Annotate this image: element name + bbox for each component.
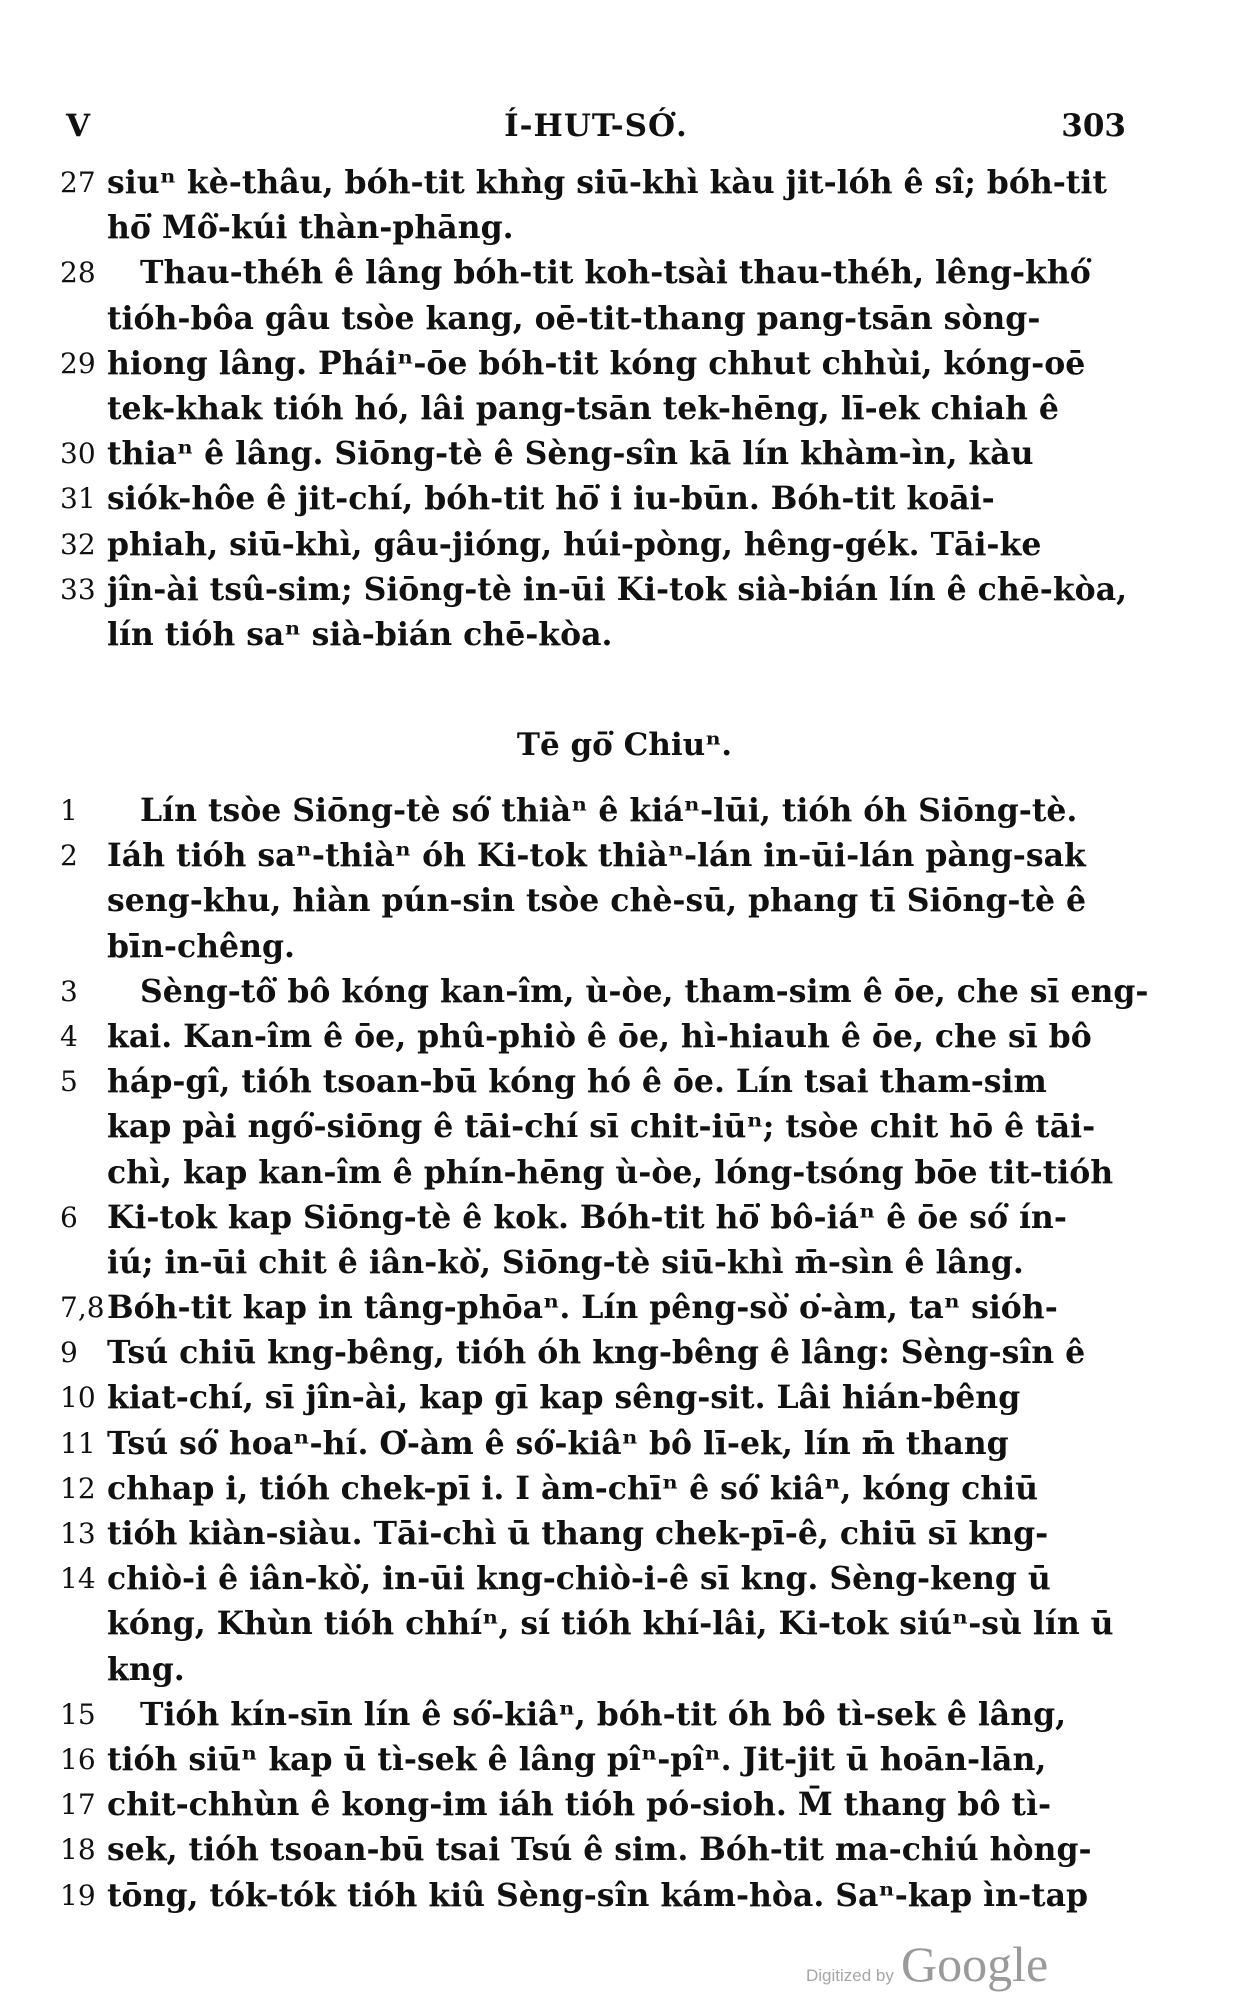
text-line (60, 612, 1130, 657)
verse-number: 15 (60, 1697, 96, 1731)
text-line (60, 522, 1130, 567)
line-text: tióh-bôa gâu tsòe kang, oē-tit-thang pang-tsān sòng- (107, 299, 1041, 337)
line-text: jîn-ài tsû-sim; Siōng-tè in-ūi Ki-tok sià-bián lín ê chē-kòa, (107, 570, 1128, 608)
google-logo: Google (900, 1936, 1049, 1992)
digitized-label: Digitized by (806, 1966, 894, 1985)
line-text: Sèng-tô͘ bô kóng kan-îm, ù-òe, tham-sim ê ōe, che sī eng- (140, 972, 1149, 1010)
text-line (60, 969, 1149, 1014)
text-line (60, 1556, 1130, 1601)
line-text: thiaⁿ ê lâng. Siōng-tè ê Sèng-sîn kā lín khàm-ìn, kàu (107, 435, 1034, 473)
verse-number: 27 (60, 166, 96, 199)
text-line (60, 1330, 1130, 1375)
line-text: kng. (107, 1650, 185, 1688)
text-line (60, 160, 1130, 205)
verse-number: 16 (60, 1742, 96, 1776)
text-line (60, 431, 1130, 476)
chapter-heading: Tē gō͘ Chiuⁿ. (516, 727, 733, 763)
line-text: tióh siūⁿ kap ū tì-sek ê lâng pîⁿ-pîⁿ. Jit-jit ū hoān-lān, (107, 1740, 1047, 1778)
line-text: chit-chhùn ê kong-im iáh tióh pó-sioh. M̄ thang bô tì- (107, 1786, 1052, 1824)
line-text: Tsú chiū kng-bêng, tióh óh kng-bêng ê lâng: Sèng-sîn ê (107, 1334, 1086, 1372)
verse-number: 18 (60, 1833, 96, 1867)
text-line (60, 296, 1130, 341)
verse-number: 9 (60, 1336, 78, 1370)
verse-number: 29 (60, 346, 96, 380)
line-text: lín tióh saⁿ sià-bián chē-kòa. (107, 615, 613, 653)
line-text: siuⁿ kè-thâu, bóh-tit khǹg siū-khì kàu jit-lóh ê sî; bóh-tit (107, 164, 1107, 201)
text-line (60, 567, 1130, 612)
digitized-credit (806, 1935, 1048, 1993)
text-line (60, 924, 1130, 969)
text-line (60, 386, 1130, 431)
line-text: Lín tsòe Siōng-tè só͘ thiàⁿ ê kiáⁿ-lūi, tióh óh Siōng-tè. (140, 792, 1078, 829)
text-line (60, 1104, 1130, 1149)
line-text: kai. Kan-îm ê ōe, phû-phiò ê ōe, hì-hiauh ê ōe, che sī bô (107, 1017, 1092, 1055)
running-title: Í-HUT-SÓ͘. (504, 108, 688, 144)
verse-number: 3 (60, 974, 78, 1008)
line-text: kiat-chí, sī jîn-ài, kap gī kap sêng-sit. Lâi hián-bêng (107, 1379, 1021, 1417)
verse-number: 17 (60, 1788, 96, 1822)
line-text: tōng, tók-tók tióh kiû Sèng-sîn kám-hòa. Saⁿ-kap ìn-tap (107, 1876, 1089, 1914)
text-line (60, 1737, 1130, 1782)
text-line (60, 1285, 1130, 1330)
line-text: Bóh-tit kap in tâng-phōaⁿ. Lín pêng-sò͘ o͘-àm, taⁿ sióh- (107, 1289, 1058, 1327)
text-line (60, 833, 1130, 878)
verse-number: 1 (60, 794, 78, 827)
text-line (60, 788, 1130, 833)
verse-number: 14 (60, 1562, 96, 1596)
text-block-chapter-four (60, 160, 1130, 657)
verse-number: 33 (60, 572, 96, 606)
verse-number: 4 (60, 1019, 78, 1053)
line-text: chiò-i ê iân-kò͘, in-ūi kng-chiò-i-ê sī kng. Sèng-keng ū (107, 1560, 1051, 1598)
text-line (60, 205, 1130, 250)
text-line (60, 1059, 1130, 1104)
text-line (60, 1873, 1130, 1918)
line-text: kóng, Khùn tióh chhíⁿ, sí tióh khí-lâi, Ki-tok siúⁿ-sù lín ū (107, 1605, 1114, 1643)
line-text: Thau-théh ê lâng bóh-tit koh-tsài thau-théh, lêng-khó͘ (140, 254, 1091, 292)
line-text: bīn-chêng. (107, 927, 295, 965)
text-line (60, 1827, 1130, 1872)
text-line (60, 878, 1130, 923)
text-line (60, 341, 1130, 386)
line-text: Ki-tok kap Siōng-tè ê kok. Bóh-tit hō͘ bô-iáⁿ ê ōe só͘ ín- (107, 1198, 1067, 1236)
chapter-mark: V (66, 108, 91, 144)
text-line (60, 1014, 1130, 1059)
line-text: phiah, siū-khì, gâu-jióng, húi-pòng, hêng-gék. Tāi-ke (107, 525, 1042, 563)
text-line (60, 1195, 1130, 1240)
line-text: tek-khak tióh hó, lâi pang-tsān tek-hēng, lī-ek chiah ê (107, 389, 1059, 427)
line-text: Tsú só͘ hoaⁿ-hí. O͘-àm ê só͘-kiâⁿ bô lī-ek, lín m̄ thang (107, 1424, 1009, 1462)
text-line (60, 1511, 1130, 1556)
page-header (66, 108, 1126, 152)
verse-number: 13 (60, 1517, 96, 1550)
line-text: hō͘ Mô͘-kúi thàn-phāng. (107, 209, 514, 247)
text-line (60, 1466, 1130, 1511)
verse-number: 30 (60, 437, 96, 471)
text-line (60, 1375, 1130, 1420)
text-line (60, 250, 1130, 295)
text-line (60, 1240, 1130, 1285)
line-text: chì, kap kan-îm ê phín-hēng ù-òe, lóng-tsóng bōe tit-tióh (107, 1153, 1114, 1191)
verse-number: 31 (60, 482, 96, 516)
line-text: hiong lâng. Pháiⁿ-ōe bóh-tit kóng chhut chhùi, kóng-oē (107, 344, 1086, 382)
verse-number: 10 (60, 1381, 96, 1415)
line-text: iú; in-ūi chit ê iân-kò͘, Siōng-tè siū-khì m̄-sìn ê lâng. (107, 1243, 1024, 1281)
verse-number: 5 (60, 1065, 78, 1099)
verse-number: 7,8 (60, 1291, 105, 1325)
text-block-chapter-five (60, 788, 1149, 1918)
line-text: tióh kiàn-siàu. Tāi-chì ū thang chek-pī-ê, chiū sī kng- (107, 1515, 1049, 1552)
verse-number: 6 (60, 1200, 78, 1234)
page-number: 303 (1061, 108, 1126, 144)
line-text: sek, tióh tsoan-bū tsai Tsú ê sim. Bóh-tit ma-chiú hòng- (107, 1831, 1092, 1869)
line-text: Tióh kín-sīn lín ê só͘-kiâⁿ, bóh-tit óh bô tì-sek ê lâng, (140, 1695, 1067, 1733)
text-line (60, 1601, 1130, 1646)
verse-number: 11 (60, 1426, 96, 1460)
text-line (60, 476, 1130, 521)
line-text: seng-khu, hiàn pún-sin tsòe chè-sū, phang tī Siōng-tè ê (107, 882, 1087, 920)
line-text: Iáh tióh saⁿ-thiàⁿ óh Ki-tok thiàⁿ-lán in-ūi-lán pàng-sak (107, 837, 1086, 875)
verse-number: 12 (60, 1471, 96, 1505)
text-line (60, 1421, 1130, 1466)
text-line (60, 1647, 1130, 1692)
line-text: háp-gî, tióh tsoan-bū kóng hó ê ōe. Lín tsai tham-sim (107, 1063, 1047, 1101)
line-text: chhap i, tióh chek-pī i. I àm-chīⁿ ê só͘ kiâⁿ, kóng chiū (107, 1469, 1039, 1507)
verse-number: 19 (60, 1878, 96, 1912)
text-line (60, 1692, 1130, 1737)
line-text: siók-hôe ê jit-chí, bóh-tit hō͘ i iu-būn. Bóh-tit koāi- (107, 480, 995, 518)
verse-number: 32 (60, 527, 96, 561)
line-text: kap pài ngó͘-siōng ê tāi-chí sī chit-iūⁿ; tsòe chit hō ê tāi- (107, 1108, 1096, 1146)
verse-number: 2 (60, 839, 78, 873)
text-line (60, 1782, 1130, 1827)
verse-number: 28 (60, 256, 96, 290)
text-line (60, 1150, 1130, 1195)
